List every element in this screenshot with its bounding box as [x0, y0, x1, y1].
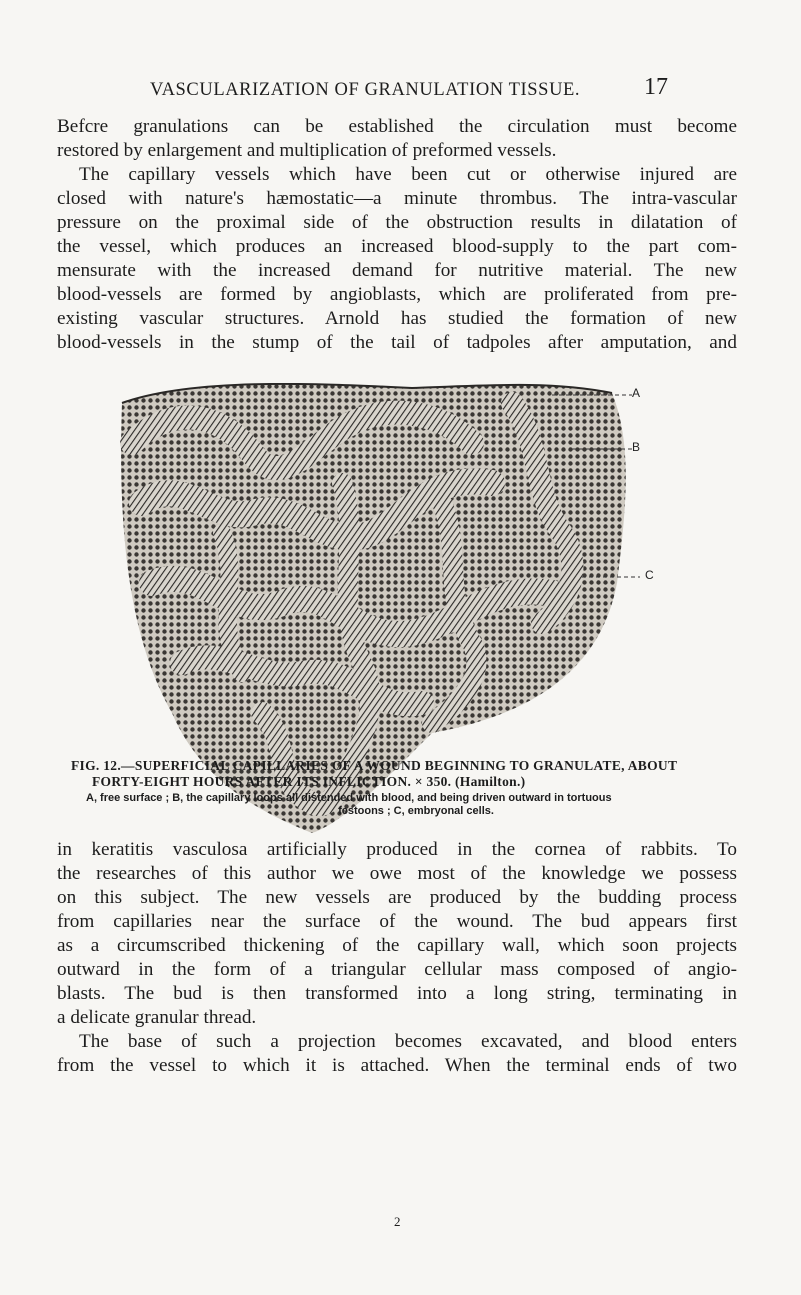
paragraph-1 [57, 115, 737, 355]
text-line: closed with nature's hæmostatic—a minute thrombus. The intra-vascular [57, 188, 737, 209]
text-line: blasts. The bud is then transformed into a long string, terminating in [57, 983, 737, 1004]
text-line: on this subject. The new vessels are produced by the budding process [57, 887, 737, 908]
text-line: from capillaries near the surface of the wound. The bud appears first [57, 911, 737, 932]
signature-mark: 2 [394, 1214, 401, 1229]
figure-legend [86, 792, 726, 818]
text-line: outward in the form of a triangular cellular mass composed of angio- [57, 959, 737, 980]
caption-line-1: FIG. 12.—SUPERFICIAL CAPILLARIES OF A WOUND BEGINNING TO GRANULATE, ABOUT [71, 758, 678, 773]
text-line: existing vascular structures. Arnold has studied the formation of new [57, 308, 737, 329]
text-line: pressure on the proximal side of the obstruction results in dilatation of [57, 212, 737, 233]
figure-label-a: A [632, 386, 641, 400]
text-line: a delicate granular thread. [57, 1007, 257, 1028]
figure-label-b: B [632, 440, 641, 454]
text-line: from the vessel to which it is attached. When the terminal ends of two [57, 1055, 737, 1076]
text-line: blood-vessels in the stump of the tail of tadpoles after amputation, and [57, 332, 737, 353]
page-number: 17 [644, 74, 668, 100]
running-header: VASCULARIZATION OF GRANULATION TISSUE. [150, 80, 581, 100]
text-line: The base of such a projection becomes excavated, and blood enters [79, 1031, 737, 1052]
text-line: mensurate with the increased demand for nutritive material. The new [57, 260, 737, 281]
text-line: as a circumscribed thickening of the capillary wall, which soon projects [57, 935, 737, 956]
figure-caption [71, 758, 743, 790]
legend-line-2: festoons ; C, embryonal cells. [338, 805, 494, 817]
text-line: restored by enlargement and multiplication of preformed vessels. [57, 140, 557, 161]
text-line: Befcre granulations can be established the circulation must become [57, 116, 737, 137]
paragraph-2 [57, 838, 737, 1078]
caption-line-2: FORTY-EIGHT HOURS AFTER ITS INFLICTION. × 350. (Hamilton.) [92, 774, 526, 789]
text-line: the researches of this author we owe most of the knowledge we possess [57, 863, 737, 884]
legend-line-1: A, free surface ; B, the capillary loops all distended with blood, and being driven outward in tortuous [86, 792, 612, 804]
figure-label-c: C [645, 568, 654, 582]
text-line: the vessel, which produces an increased blood-supply to the part com- [57, 236, 737, 257]
text-line: blood-vessels are formed by angioblasts, which are proliferated from pre- [57, 284, 737, 305]
text-line: The capillary vessels which have been cut or otherwise injured are [79, 164, 737, 185]
text-line: in keratitis vasculosa artificially produced in the cornea of rabbits. To [57, 839, 737, 860]
